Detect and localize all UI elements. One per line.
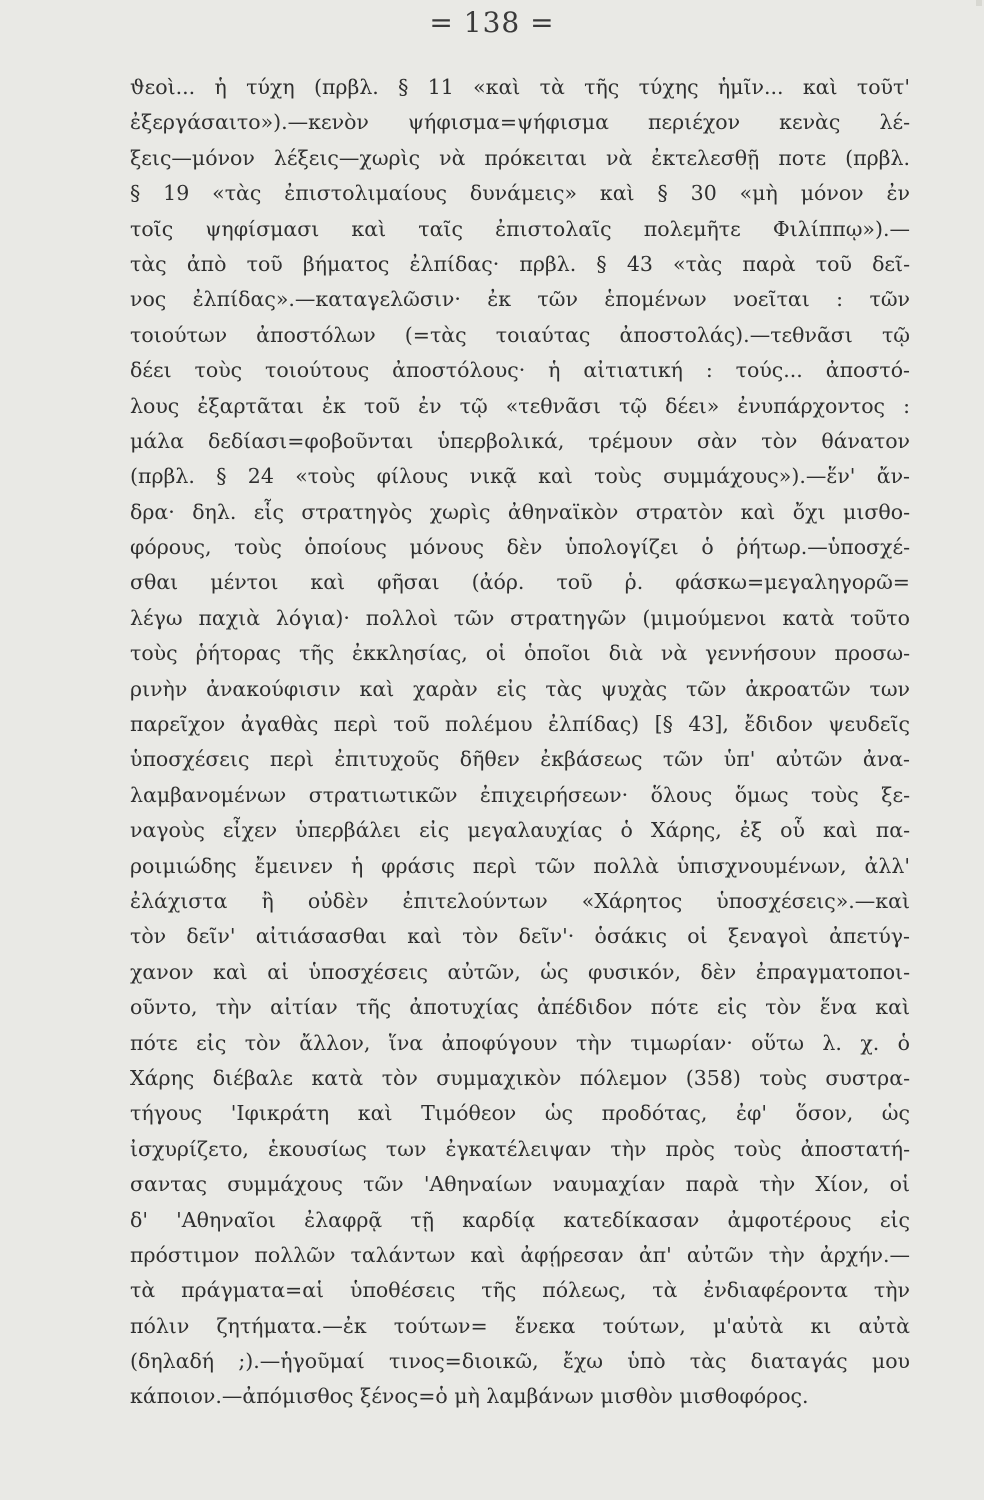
text-line: ἐλάχιστα ἢ οὐδὲν ἐπιτελούντων «Χάρητος ὑποσχέσεις».—καὶ — [130, 888, 910, 913]
text-line: χανον καὶ αἱ ὑποσχέσεις αὐτῶν, ὡς φυσικόν, δὲν ἐπραγματοποι- — [130, 959, 910, 984]
text-line: δέει τοὺς τοιούτους ἀποστόλους· ἡ αἰτιατική : τούς... ἀποστό- — [130, 358, 910, 383]
text-line: τὰ πράγματα=αἱ ὑποθέσεις τῆς πόλεως, τὰ ἐνδιαφέροντα τὴν — [130, 1278, 910, 1303]
text-line: παρεῖχον ἀγαθὰς περὶ τοῦ πολέμου ἐλπίδας) [§ 43], ἔδιδον ψευδεῖς — [130, 712, 910, 737]
commentary-text — [130, 70, 910, 1415]
text-line: λέγω παχιὰ λόγια)· πολλοὶ τῶν στρατηγῶν (μιμούμενοι κατὰ τοῦτο — [130, 605, 910, 630]
text-line: (δηλαδή ;).—ἡγοῦμαί τινος=διοικῶ, ἔχω ὑπὸ τὰς διαταγάς μου — [130, 1349, 910, 1374]
text-line: λαμβανομένων στρατιωτικῶν ἐπιχειρήσεων· ὅλους ὅμως τοὺς ξε- — [130, 782, 910, 807]
text-line: μάλα δεδίασι=φοβοῦνται ὑπερβολικά, τρέμουν σὰν τὸν θάνατον — [130, 428, 910, 453]
text-line: φόρους, τοὺς ὁποίους μόνους δὲν ὑπολογίζει ὁ ῥήτωρ.—ὑποσχέ- — [130, 535, 910, 560]
text-line: ἰσχυρίζετο, ἑκουσίως των ἐγκατέλειψαν τὴν πρὸς τοὺς ἀποστατή- — [130, 1136, 910, 1161]
text-line: λους ἐξαρτᾶται ἐκ τοῦ ἐν τῷ «τεθνᾶσι τῷ δέει» ἐνυπάρχοντος : — [130, 393, 910, 418]
text-line: Χάρης διέβαλε κατὰ τὸν συμμαχικὸν πόλεμον (358) τοὺς συστρα- — [130, 1065, 910, 1090]
text-line: νος ἐλπίδας».—καταγελῶσιν· ἐκ τῶν ἑπομένων νοεῖται : τῶν — [130, 287, 910, 312]
text-line: § 19 «τὰς ἐπιστολιμαίους δυνάμεις» καὶ § 30 «μὴ μόνον ἐν — [130, 181, 910, 206]
text-line: κάποιον.—ἀπόμισθος ξένος=ὁ μὴ λαμβάνων μισθὸν μισθοφόρος. — [130, 1384, 809, 1409]
text-line: δρα· δηλ. εἷς στρατηγὸς χωρὶς ἀθηναϊκὸν στρατὸν καὶ ὄχι μισθο- — [130, 499, 910, 524]
text-line: (πρβλ. § 24 «τοὺς φίλους νικᾷ καὶ τοὺς συμμάχους»).—ἕν' ἄν- — [130, 464, 910, 489]
text-line: πόλιν ζητήματα.—ἐκ τούτων= ἕνεκα τούτων, μ'αὐτὰ κι αὐτὰ — [130, 1313, 910, 1338]
text-line: πότε εἰς τὸν ἄλλον, ἵνα ἀποφύγουν τὴν τιμωρίαν· οὕτω λ. χ. ὁ — [130, 1030, 910, 1055]
text-line: πρόστιμον πολλῶν ταλάντων καὶ ἀφῄρεσαν ἀπ' αὐτῶν τὴν ἀρχήν.— — [130, 1242, 910, 1267]
text-line: ναγοὺς εἶχεν ὑπερβάλει εἰς μεγαλαυχίας ὁ Χάρης, ἐξ οὗ καὶ πα- — [130, 818, 910, 843]
text-line: τὸν δεῖν' αἰτιάσασθαι καὶ τὸν δεῖν'· ὁσάκις οἱ ξεναγοὶ ἀπετύγ- — [130, 924, 910, 949]
text-line: τοιούτων ἀποστόλων (=τὰς τοιαύτας ἀποστολάς).—τεθνᾶσι τῷ — [130, 322, 910, 347]
text-line: σθαι μέντοι καὶ φῆσαι (ἀόρ. τοῦ ῥ. φάσκω=μεγαληγορῶ= — [130, 570, 910, 595]
text-line: τὰς ἀπὸ τοῦ βήματος ἐλπίδας· πρβλ. § 43 «τὰς παρὰ τοῦ δεῖ- — [130, 251, 910, 276]
text-line: τήγους 'Ιφικράτη καὶ Τιμόθεον ὡς προδότας, ἐφ' ὅσον, ὡς — [130, 1101, 910, 1126]
text-line: τοὺς ῥήτορας τῆς ἐκκλησίας, οἱ ὁποῖοι διὰ νὰ γεννήσουν προσω- — [130, 641, 910, 666]
text-line: σαντας συμμάχους τῶν 'Αθηναίων ναυμαχίαν παρὰ τὴν Χίον, οἱ — [130, 1172, 910, 1197]
text-line: ϑεοὶ... ἡ τύχη (πρβλ. § 11 «καὶ τὰ τῆς τύχης ἡμῖν... καὶ τοῦτ' — [130, 75, 910, 99]
text-line: οῦντο, τὴν αἰτίαν τῆς ἀποτυχίας ἀπέδιδον πότε εἰς τὸν ἕνα καὶ — [130, 995, 910, 1020]
text-line: ὑποσχέσεις περὶ ἐπιτυχοῦς δῆθεν ἐκβάσεως τῶν ὑπ' αὐτῶν ἀνα- — [130, 747, 910, 772]
text-line: τοῖς ψηφίσμασι καὶ ταῖς ἐπιστολαῖς πολεμῆτε Φιλίππῳ»).— — [130, 216, 910, 241]
text-line: ξεις—μόνον λέξεις—χωρὶς νὰ πρόκειται νὰ ἐκτελεσθῇ ποτε (πρβλ. — [130, 145, 910, 170]
page-number: = 138 = — [429, 6, 555, 39]
text-line: ρινὴν ἀνακούφισιν καὶ χαρὰν εἰς τὰς ψυχὰς τῶν ἀκροατῶν των — [130, 676, 910, 701]
text-line: δ' 'Αθηναῖοι ἐλαφρᾷ τῇ καρδίᾳ κατεδίκασαν ἀμφοτέρους εἰς — [130, 1207, 910, 1232]
text-line: ἐξεργάσαιτο»).—κενὸν ψήφισμα=ψήφισμα περιέχον κενὰς λέ- — [130, 110, 910, 135]
text-line: ροιμιώδης ἔμεινεν ἡ φράσις περὶ τῶν πολλὰ ὑπισχνουμένων, ἀλλ' — [130, 853, 910, 878]
